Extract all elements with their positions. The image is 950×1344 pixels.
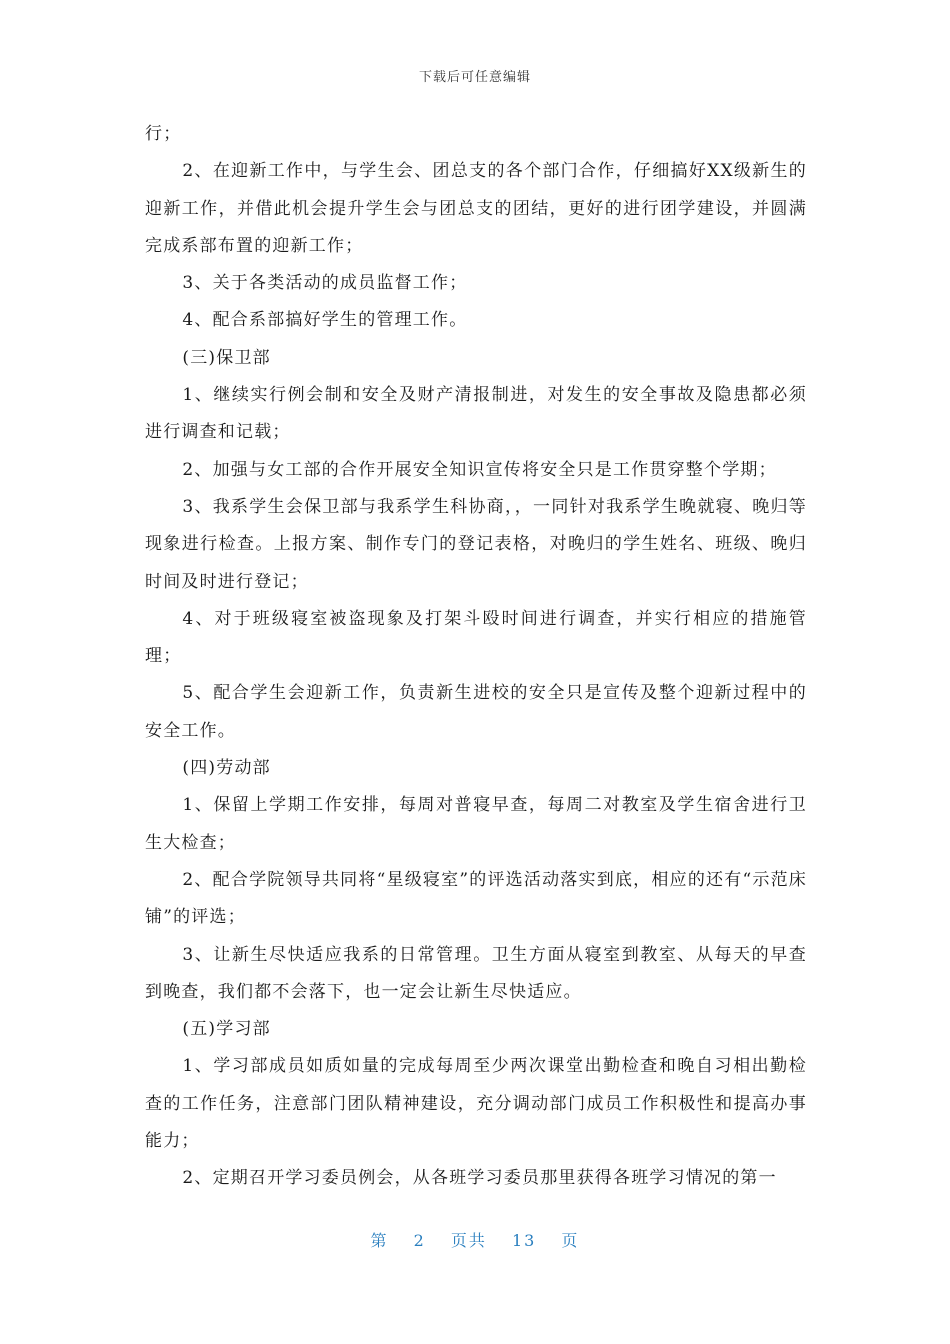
section-heading-study: (五)学习部: [182, 1019, 271, 1040]
page-header: 下载后可任意编辑: [418, 70, 531, 85]
document-body: [145, 116, 807, 1198]
list-item: 2、在迎新工作中，与学生会、团总支的各个部门合作，仔细搞好XX级新生的迎新工作，并借此机会提升学生会与团总支的团结，更好的进行团学建设，并圆满完成系部布置的迎新工作；: [145, 161, 807, 256]
list-item: 4、对于班级寝室被盗现象及打架斗殴时间进行调查，并实行相应的措施管理；: [145, 608, 807, 667]
list-item: 1、保留上学期工作安排，每周对普寝早查，每周二对教室及学生宿舍进行卫生大检查；: [145, 795, 807, 853]
list-item: 1、继续实行例会制和安全及财产清报制进，对发生的安全事故及隐患都必须进行调查和记载；: [145, 385, 807, 443]
list-item: 2、配合学院领导共同将“星级寝室”的评选活动落实到底，相应的还有“示范床铺”的评选；: [145, 869, 807, 928]
section-heading-labor: (四)劳动部: [182, 758, 271, 779]
list-item: 1、学习部成员如质如量的完成每周至少两次课堂出勤检查和晚自习相出勤检查的工作任务，注意部门团队精神建设，充分调动部门成员工作积极性和提高办事能力；: [145, 1056, 807, 1152]
section-heading-security: (三)保卫部: [182, 347, 271, 368]
page-number-footer: 第 2 页共 13 页: [370, 1231, 580, 1250]
list-item: 5、配合学生会迎新工作，负责新生进校的安全只是宣传及整个迎新过程中的安全工作。: [145, 683, 807, 741]
list-item: 2、加强与女工部的合作开展安全知识宣传将安全只是工作贯穿整个学期；: [182, 459, 777, 480]
list-item: 3、我系学生会保卫部与我系学生科协商，，一同针对我系学生晚就寝、晚归等现象进行检查。上报方案、制作专门的登记表格，对晚归的学生姓名、班级、晚归时间及时进行登记；: [145, 496, 807, 592]
list-item: 3、让新生尽快适应我系的日常管理。卫生方面从寝室到教室、从每天的早查到晚查，我们都不会落下，也一定会让新生尽快适应。: [145, 944, 807, 1002]
list-item: 4、配合系部搞好学生的管理工作。: [182, 310, 468, 331]
list-item: 3、关于各类活动的成员监督工作；: [182, 273, 468, 294]
list-item: 2、定期召开学习委员例会，从各班学习委员那里获得各班学习情况的第一: [182, 1168, 777, 1189]
paragraph-continuation: 行；: [145, 124, 182, 144]
